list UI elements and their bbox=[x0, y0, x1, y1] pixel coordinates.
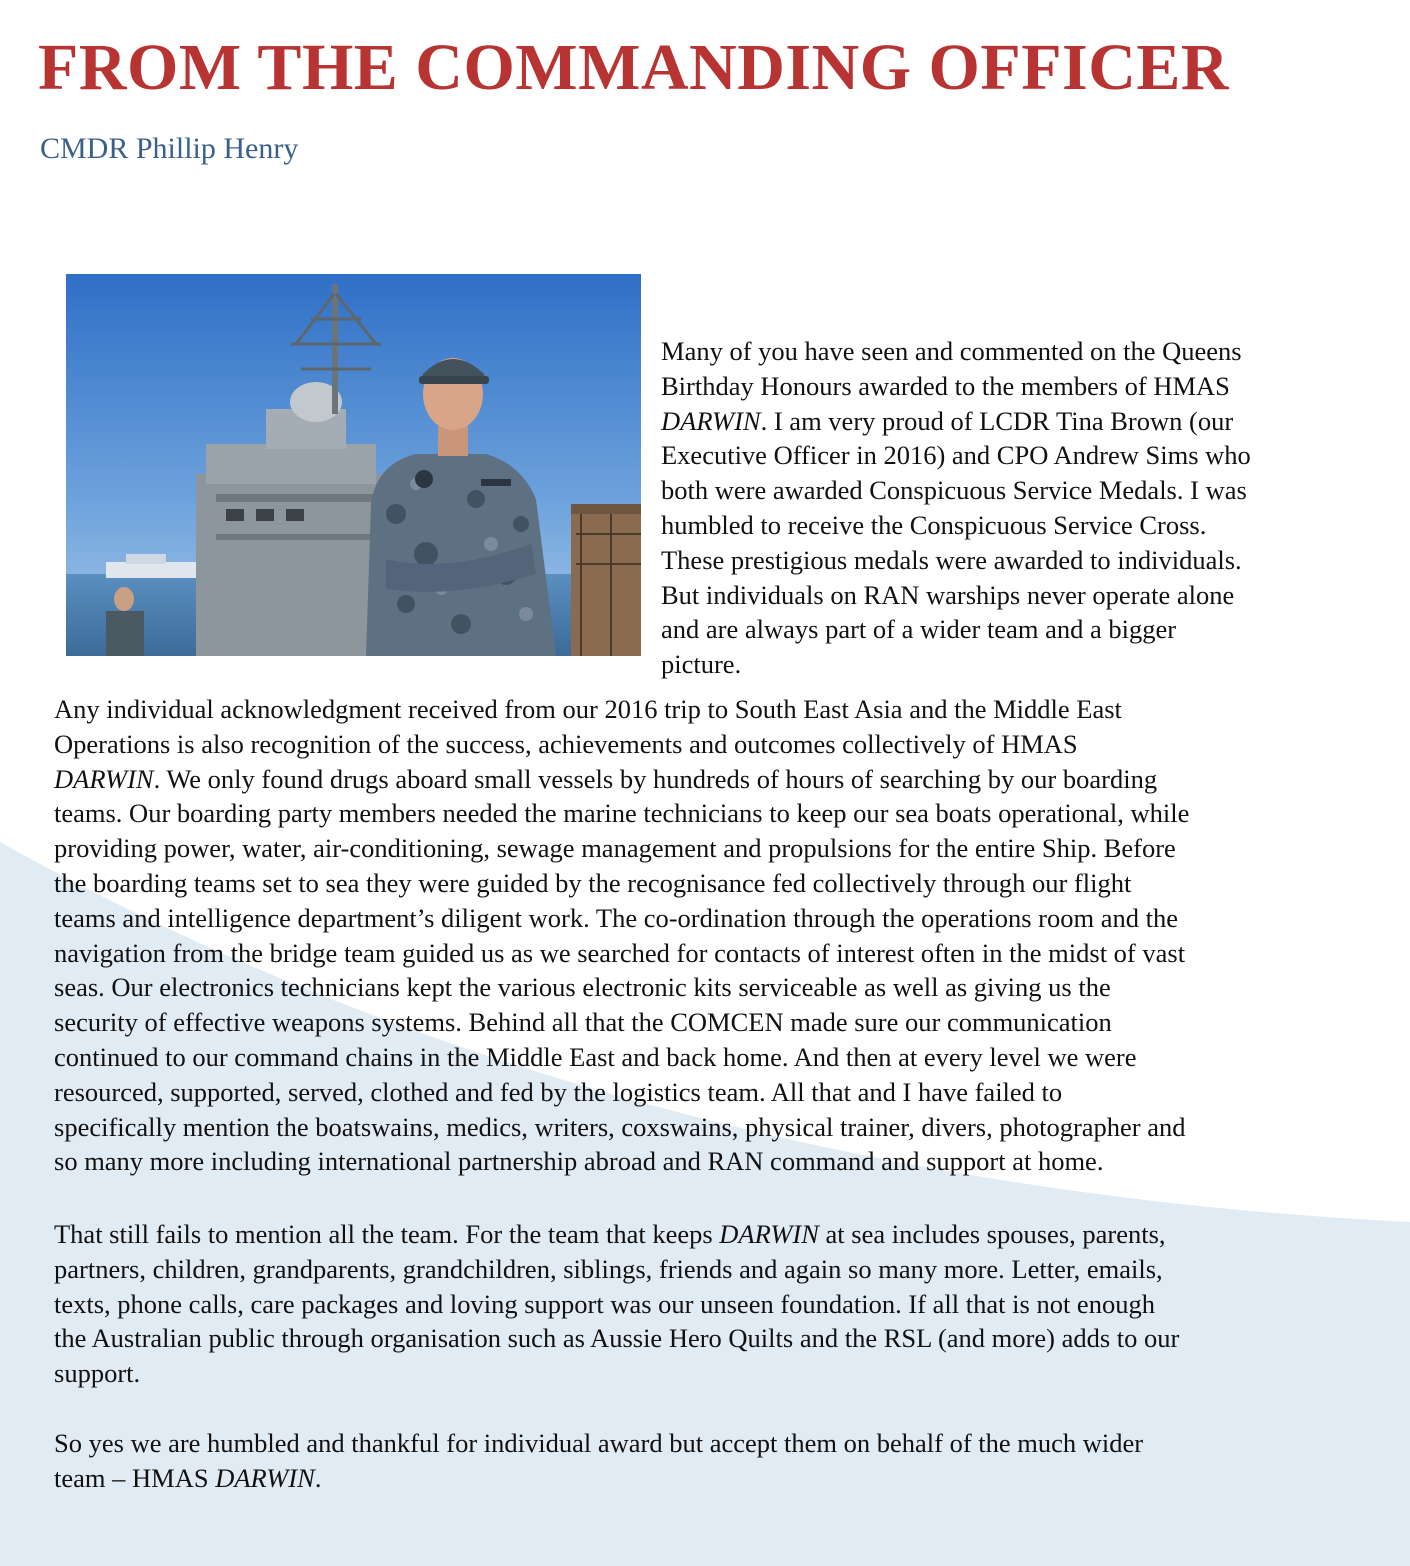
intro-line: These prestigious medals were awarded to individuals. bbox=[661, 544, 1242, 575]
author-byline: CMDR Phillip Henry bbox=[40, 132, 299, 165]
page-title: FROM THE COMMANDING OFFICER bbox=[38, 31, 1230, 104]
intro-line: both were awarded Conspicuous Service Medals. I was bbox=[661, 475, 1247, 506]
intro-line: Executive Officer in 2016) and CPO Andrew Sims who bbox=[661, 440, 1251, 471]
main-line: seas. Our electronics technicians kept the various electronic kits serviceable as well as giving us the bbox=[54, 972, 1111, 1003]
ship-name-italic: DARWIN bbox=[54, 763, 154, 794]
ship-photo-illustration bbox=[66, 274, 641, 656]
intro-line: DARWIN. I am very proud of LCDR Tina Brown (our bbox=[661, 405, 1234, 436]
main-line: Operations is also recognition of the success, achievements and outcomes collectively of HMAS bbox=[54, 728, 1078, 759]
team-line: partners, children, grandparents, grandchildren, siblings, friends and again so many more. Letter, emails, bbox=[54, 1253, 1163, 1284]
main-line: teams. Our boarding party members needed the marine technicians to keep our sea boats operational, while bbox=[54, 798, 1190, 829]
intro-line: and are always part of a wider team and a bigger bbox=[661, 614, 1177, 645]
main-line: specifically mention the boatswains, medics, writers, coxswains, physical trainer, divers, photographer and bbox=[54, 1111, 1186, 1142]
commanding-officer-photo bbox=[66, 274, 641, 656]
closing-paragraph bbox=[54, 1426, 1374, 1496]
main-line: teams and intelligence department’s diligent work. The co-ordination through the operations room and the bbox=[54, 902, 1178, 933]
intro-line: picture. bbox=[661, 649, 742, 680]
closing-line: team – HMAS DARWIN. bbox=[54, 1462, 322, 1493]
intro-line: humbled to receive the Conspicuous Service Cross. bbox=[661, 509, 1207, 540]
intro-line: But individuals on RAN warships never operate alone bbox=[661, 579, 1235, 610]
main-line: navigation from the bridge team guided us as we searched for contacts of interest often in the midst of vast bbox=[54, 937, 1186, 968]
team-paragraph bbox=[54, 1217, 1374, 1391]
main-line: providing power, water, air-conditioning, sewage management and propulsions for the entire Ship. Before bbox=[54, 833, 1176, 864]
intro-paragraph bbox=[661, 334, 1361, 682]
ship-name-italic: DARWIN bbox=[719, 1219, 819, 1249]
team-line: texts, phone calls, care packages and loving support was our unseen foundation. If all that is not enough bbox=[54, 1288, 1155, 1319]
main-line: so many more including international partnership abroad and RAN command and support at home. bbox=[54, 1146, 1104, 1177]
main-paragraph bbox=[54, 692, 1374, 1179]
team-line: the Australian public through organisation such as Aussie Hero Quilts and the RSL (and more) adds to our bbox=[54, 1323, 1180, 1354]
ship-name-italic: DARWIN bbox=[661, 405, 761, 436]
main-line: DARWIN. We only found drugs aboard small vessels by hundreds of hours of searching by our boarding bbox=[54, 763, 1158, 794]
main-line: Any individual acknowledgment received from our 2016 trip to South East Asia and the Middle East bbox=[54, 694, 1122, 724]
team-line: support. bbox=[54, 1358, 141, 1389]
main-line: the boarding teams set to sea they were guided by the recognisance fed collectively through our flight bbox=[54, 867, 1132, 898]
main-line: continued to our command chains in the Middle East and back home. And then at every level we were bbox=[54, 1041, 1137, 1072]
team-line: That still fails to mention all the team. For the team that keeps DARWIN at sea includes spouses, parents, bbox=[54, 1219, 1166, 1249]
ship-name-italic: DARWIN bbox=[215, 1462, 315, 1493]
closing-line: So yes we are humbled and thankful for individual award but accept them on behalf of the much wider bbox=[54, 1428, 1144, 1458]
intro-line: Many of you have seen and commented on the Queens bbox=[661, 336, 1242, 366]
main-line: resourced, supported, served, clothed and fed by the logistics team. All that and I have failed to bbox=[54, 1076, 1063, 1107]
intro-line: Birthday Honours awarded to the members of HMAS bbox=[661, 370, 1230, 401]
main-line: security of effective weapons systems. Behind all that the COMCEN made sure our communication bbox=[54, 1007, 1112, 1038]
